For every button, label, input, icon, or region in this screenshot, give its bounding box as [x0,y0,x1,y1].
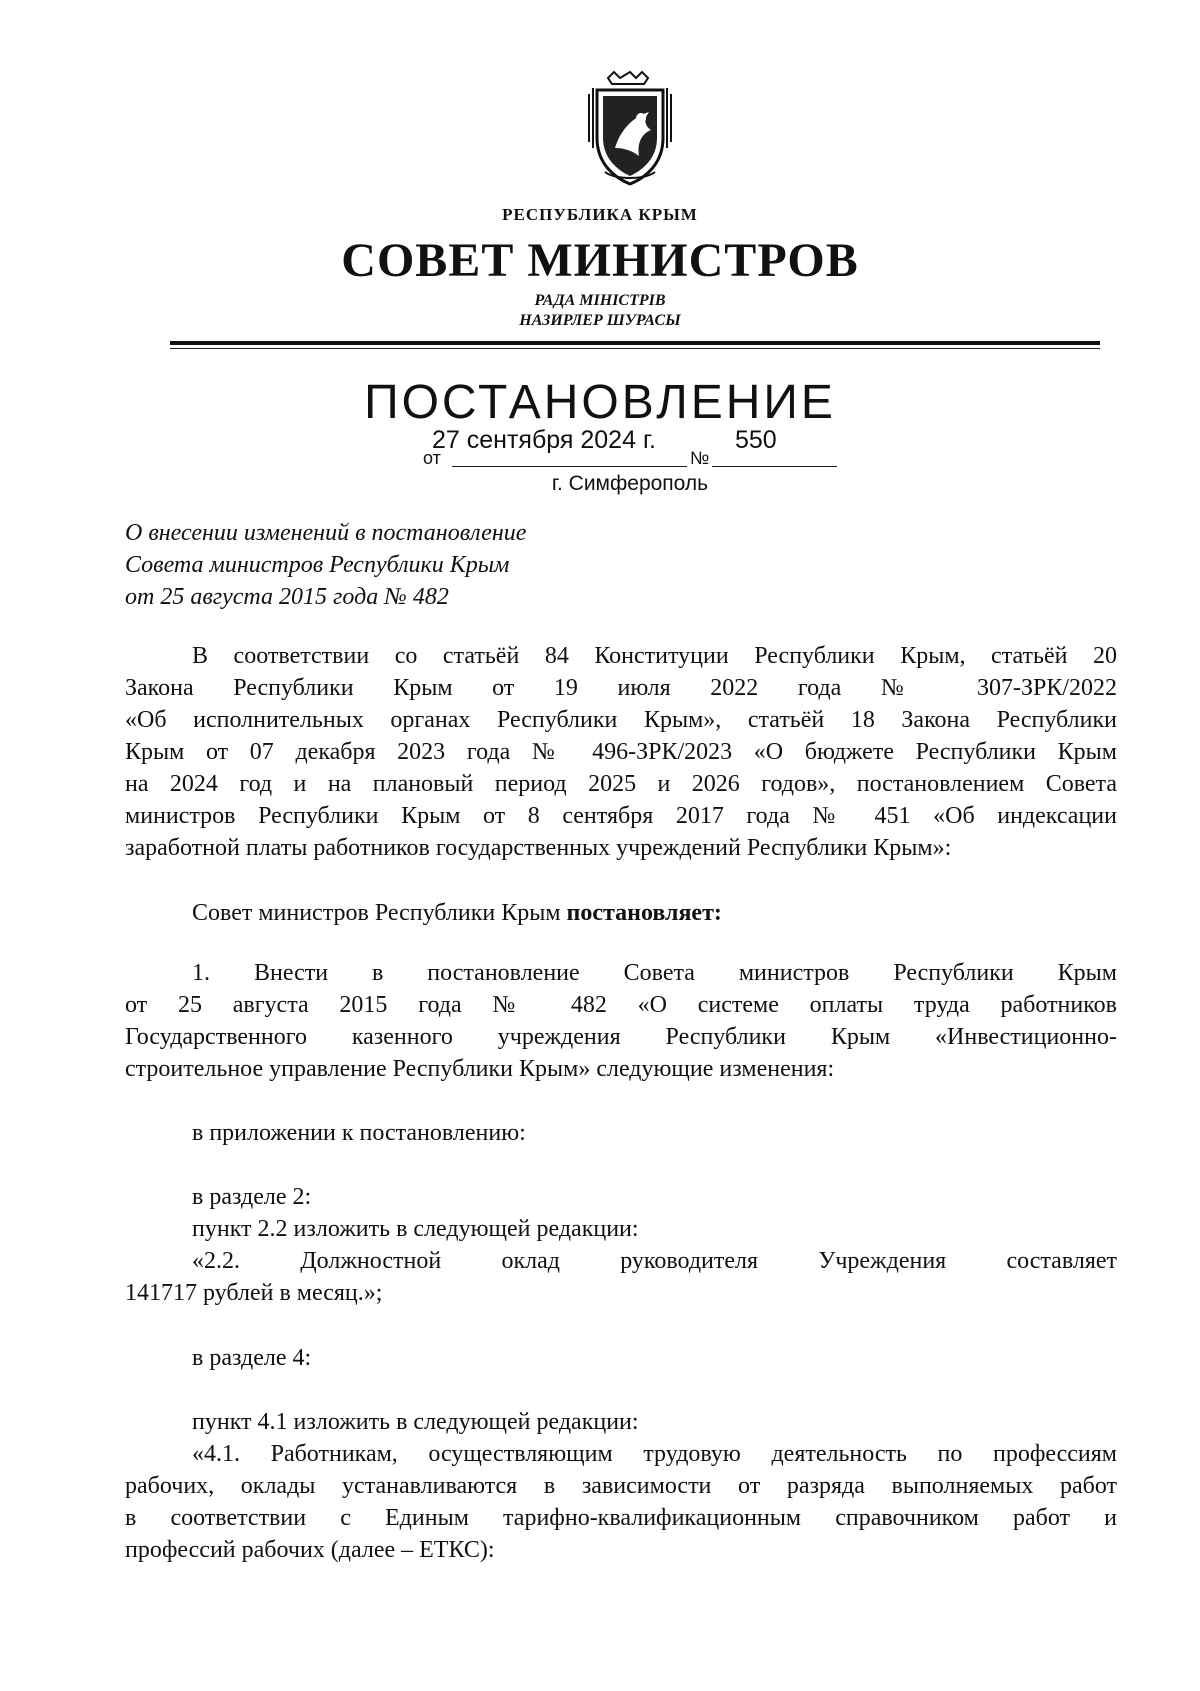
preamble-line: на 2024 год и на плановый период 2025 и 2026 годов», постановлением Совета [125,771,1117,797]
number-label: № [690,448,710,468]
section-4-text-line: «4.1. Работникам, осуществляющим трудовую деятельность по профессиям [192,1441,1117,1467]
item-1-line: строительное управление Республики Крым» следующие изменения: [125,1056,835,1082]
document-type-title: ПОСТАНОВЛЕНИЕ [364,376,836,429]
document-subject [125,517,526,613]
coat-of-arms-emblem-icon [585,68,675,190]
section-2-point: пункт 2.2 изложить в следующей редакции: [192,1216,639,1242]
preamble-line: заработной платы работников государственных учреждений Республики Крым»: [125,835,952,861]
section-4-heading: в разделе 4: [192,1345,312,1371]
resolves-paragraph [125,897,1117,929]
section-2-text-line: «2.2. Должностной оклад руководителя Учреждения составляет [192,1248,1117,1274]
republic-title: РЕСПУБЛИКА КРЫМ [502,205,698,224]
section-4-text-line: в соответствии с Единым тарифно-квалификационным справочником работ и [125,1505,1117,1531]
date-label: от [423,448,441,468]
council-title-ukrainian: РАДА МІНІСТРІВ [534,292,666,309]
preamble-line: «Об исполнительных органах Республики Крым», статьёй 18 Закона Республики [125,707,1117,733]
section-4-point: пункт 4.1 изложить в следующей редакции: [192,1409,639,1435]
resolves-text: Совет министров Республики Крым [192,900,567,926]
header-divider-thick [170,341,1100,345]
section-4-block [125,1406,1117,1566]
preamble-line: В соответствии со статьёй 84 Конституции Республики Крым, статьёй 20 [192,643,1117,669]
date-underline [452,466,687,467]
preamble-paragraph [125,640,1117,864]
annex-paragraph [125,1117,1117,1149]
city-name: г. Симферополь [551,472,709,495]
section-2-block [125,1181,1117,1309]
section-4-text-line: профессий рабочих (далее – ЕТКС): [125,1537,495,1563]
number-underline [712,466,837,467]
council-title-crimean-tatar: НАЗИРЛЕР ШУРАСЫ [519,312,681,329]
subject-line: Совета министров Республики Крым [125,552,510,578]
item-1-line: от 25 августа 2015 года № 482 «О системе оплаты труда работников [125,992,1117,1018]
preamble-line: Закона Республики Крым от 19 июля 2022 года № 307-ЗРК/2022 [125,675,1117,701]
section-2-heading: в разделе 2: [192,1184,312,1210]
resolution-date: 27 сентября 2024 г. [432,426,656,454]
section-4-heading-block [125,1342,1117,1374]
item-1-line: Государственного казенного учреждения Республики Крым «Инвестиционно- [125,1024,1117,1050]
preamble-line: Крым от 07 декабря 2023 года № 496-ЗРК/2023 «О бюджете Республики Крым [125,739,1117,765]
resolution-number: 550 [735,426,777,454]
item-1-line: 1. Внести в постановление Совета министров Республики Крым [192,960,1117,986]
resolves-keyword: постановляет: [566,900,722,926]
annex-line: в приложении к постановлению: [192,1120,526,1146]
subject-line: О внесении изменений в постановление [125,520,527,546]
header-divider-thin [170,348,1100,349]
preamble-line: министров Республики Крым от 8 сентября 2017 года № 451 «Об индексации [125,803,1117,829]
item-1-paragraph [125,957,1117,1085]
section-2-text-line: 141717 рублей в месяц.»; [125,1280,383,1306]
section-4-text-line: рабочих, оклады устанавливаются в зависимости от разряда выполняемых работ [125,1473,1117,1499]
subject-line: от 25 августа 2015 года № 482 [125,584,449,610]
council-title: СОВЕТ МИНИСТРОВ [341,234,859,287]
